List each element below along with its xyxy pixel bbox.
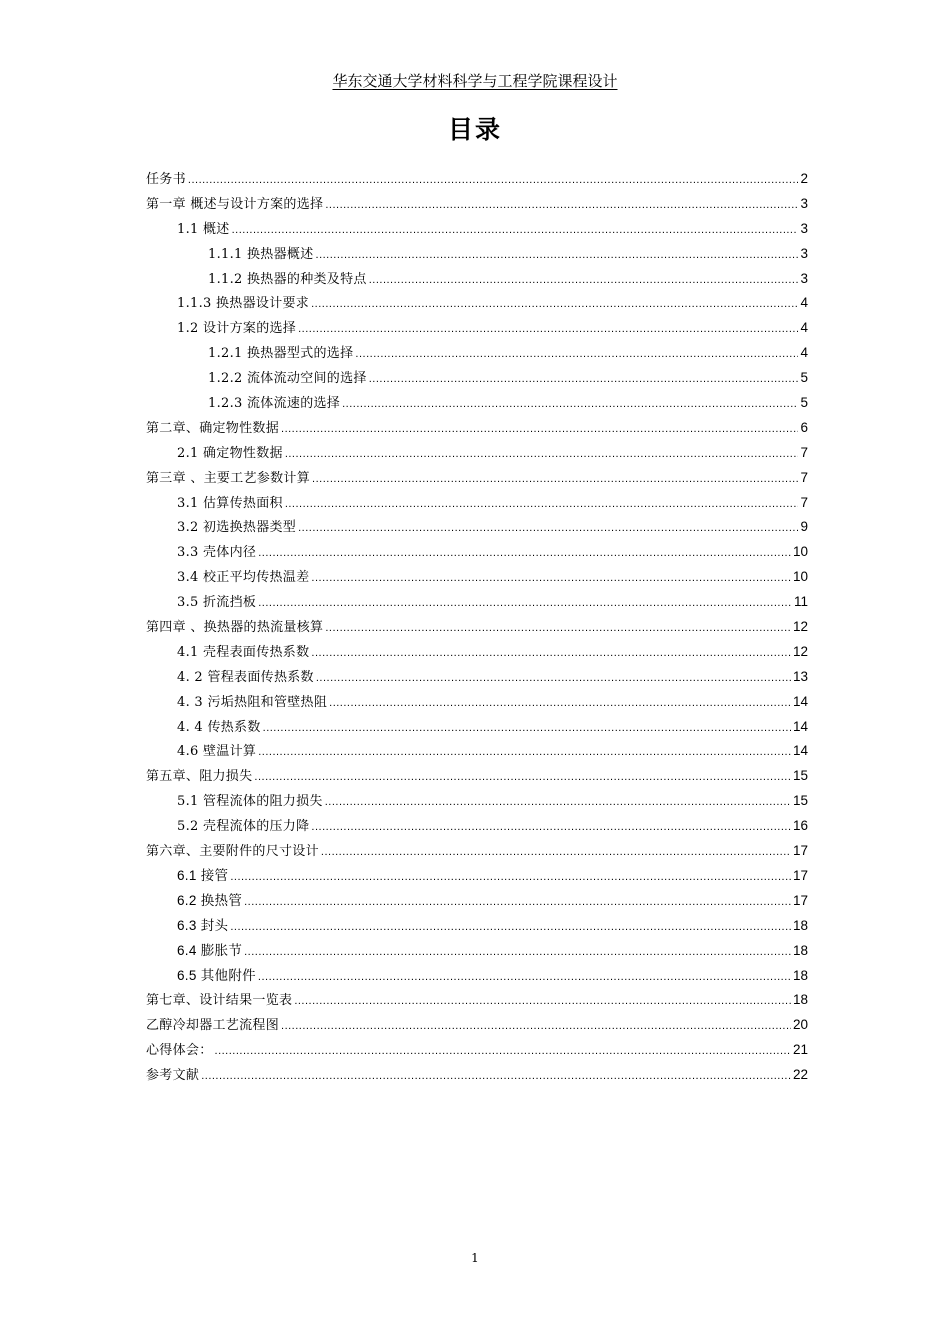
toc-leader-dots (258, 541, 791, 566)
toc-entry-page: 20 (792, 1017, 808, 1033)
toc-entry[interactable] (146, 1038, 808, 1063)
toc-entry-page: 17 (792, 892, 808, 908)
toc-leader-dots (312, 467, 798, 492)
toc-entry[interactable] (146, 391, 808, 416)
toc-leader-dots (254, 765, 791, 790)
toc-leader-dots (321, 840, 791, 865)
toc-entry[interactable] (146, 1063, 808, 1088)
toc-entry-page: 22 (792, 1067, 808, 1083)
toc-entry-label: 1.2.2 流体流动空间的选择 (208, 371, 367, 387)
toc-entry[interactable] (146, 739, 808, 764)
toc-entry[interactable] (146, 839, 808, 864)
toc-leader-dots (263, 716, 791, 741)
toc-leader-dots (355, 342, 798, 367)
toc-leader-dots (311, 566, 791, 591)
toc-leader-dots (285, 492, 799, 517)
toc-leader-dots (258, 965, 791, 990)
toc-entry-label: 5.2 壳程流体的压力降 (177, 819, 310, 835)
toc-entry-page: 15 (792, 768, 808, 784)
toc-entry-page: 21 (792, 1042, 808, 1058)
toc-leader-dots (311, 815, 791, 840)
toc-entry-page: 4 (800, 345, 808, 361)
toc-entry[interactable] (146, 540, 808, 565)
toc-entry-page: 15 (792, 793, 808, 809)
toc-entry-label: 5.1 管程流体的阻力损失 (177, 794, 323, 810)
toc-entry-label: 6.1 接管 (177, 867, 229, 883)
toc-leader-dots (294, 989, 791, 1014)
toc-entry-label: 1.1 概述 (177, 221, 230, 237)
toc-entry-page: 16 (792, 818, 808, 834)
toc-entry[interactable] (146, 341, 808, 366)
toc-entry[interactable] (146, 316, 808, 341)
toc-entry-label: 4.6 壁温计算 (177, 744, 257, 760)
toc-leader-dots (325, 790, 791, 815)
toc-leader-dots (369, 268, 799, 293)
toc-leader-dots (316, 243, 799, 268)
toc-leader-dots (316, 666, 791, 691)
toc-entry-label: 第四章 、换热器的热流量核算 (146, 620, 324, 636)
toc-leader-dots (342, 392, 798, 417)
toc-entry-label: 3.5 折流挡板 (177, 595, 257, 611)
toc-leader-dots (298, 516, 798, 541)
toc-leader-dots (258, 740, 791, 765)
toc-leader-dots (329, 691, 791, 716)
toc-leader-dots (311, 641, 791, 666)
toc-entry-label: 1.2.3 流体流速的选择 (208, 396, 341, 412)
toc-entry[interactable] (146, 814, 808, 839)
toc-entry[interactable] (146, 590, 808, 615)
toc-entry-label: 3.4 校正平均传热温差 (177, 570, 310, 586)
page-header (0, 70, 950, 92)
toc-entry-page: 10 (792, 569, 808, 585)
toc-entry-label: 6.3 封头 (177, 917, 229, 933)
toc-entry-label: 1.1.3 换热器设计要求 (177, 296, 310, 312)
toc-entry-page: 18 (792, 942, 808, 958)
toc-entry-label: 第三章 、主要工艺参数计算 (146, 470, 311, 486)
toc-entry[interactable] (146, 864, 808, 889)
toc-entry-label: 6.2 换热管 (177, 892, 243, 908)
toc-entry-page: 17 (792, 843, 808, 859)
toc-entry[interactable] (146, 466, 808, 491)
page-header-text: 华东交通大学材料科学与工程学院课程设计 (332, 72, 618, 90)
toc-entry[interactable] (146, 889, 808, 914)
toc-entry-page: 2 (800, 171, 808, 186)
toc-entry[interactable] (146, 939, 808, 964)
toc-entry-page: 17 (792, 867, 808, 883)
toc-entry-label: 第六章、主要附件的尺寸设计 (146, 844, 319, 860)
toc-entry[interactable] (146, 192, 808, 217)
toc-entry[interactable] (146, 291, 808, 316)
toc-entry[interactable] (146, 665, 808, 690)
toc-entry-label: 参考文献 (146, 1068, 200, 1084)
toc-leader-dots (244, 940, 791, 965)
toc-leader-dots (281, 417, 798, 442)
toc-leader-dots (325, 616, 791, 641)
toc-entry-page: 4 (800, 320, 808, 336)
toc-entry-page: 3 (800, 220, 808, 236)
toc-entry[interactable] (146, 914, 808, 939)
toc-entry-page: 12 (792, 619, 808, 635)
toc-entry-label: 第一章 概述与设计方案的选择 (146, 196, 324, 212)
toc-leader-dots (201, 1064, 791, 1089)
toc-entry[interactable] (146, 715, 808, 740)
toc-entry[interactable] (146, 515, 808, 540)
toc-entry-label: 任务书 (146, 172, 186, 187)
toc-entry-page: 3 (800, 195, 808, 211)
toc-leader-dots (188, 168, 799, 193)
toc-entry[interactable] (146, 217, 808, 242)
toc-entry-label: 乙醇冷却器工艺流程图 (146, 1018, 280, 1034)
table-of-contents (146, 167, 808, 1088)
toc-entry-label: 4.1 壳程表面传热系数 (177, 644, 310, 660)
toc-entry-label: 4. 4 传热系数 (177, 719, 261, 735)
toc-entry-label: 3.3 壳体内径 (177, 545, 257, 561)
toc-entry-label: 心得体会： (146, 1043, 213, 1059)
toc-entry-page: 6 (800, 419, 808, 435)
toc-entry-label: 第五章、阻力损失 (146, 769, 253, 785)
toc-entry[interactable] (146, 690, 808, 715)
toc-entry-page: 11 (793, 594, 808, 610)
toc-leader-dots (230, 915, 791, 940)
toc-leader-dots (285, 442, 799, 467)
toc-entry-page: 7 (800, 444, 808, 460)
toc-entry[interactable] (146, 441, 808, 466)
toc-entry-label: 3.1 估算传热面积 (177, 495, 283, 511)
toc-entry[interactable] (146, 565, 808, 590)
toc-entry-page: 5 (800, 370, 808, 386)
toc-entry-label: 1.2 设计方案的选择 (177, 321, 297, 337)
toc-entry[interactable] (146, 242, 808, 267)
toc-leader-dots (298, 317, 798, 342)
toc-entry[interactable] (146, 615, 808, 640)
toc-entry-label: 3.2 初选换热器类型 (177, 520, 297, 536)
toc-entry-page: 13 (792, 668, 808, 684)
toc-entry-page: 4 (800, 295, 808, 311)
toc-entry-page: 14 (792, 743, 808, 759)
page-number: 1 (471, 1251, 479, 1265)
toc-entry-page: 12 (792, 643, 808, 659)
toc-entry-label: 第七章、设计结果一览表 (146, 993, 293, 1009)
toc-leader-dots (311, 292, 798, 317)
toc-entry-page: 7 (800, 469, 808, 485)
toc-entry[interactable] (146, 964, 808, 989)
toc-leader-dots (232, 218, 799, 243)
toc-leader-dots (325, 193, 798, 218)
toc-leader-dots (230, 865, 791, 890)
toc-entry-page: 3 (800, 245, 808, 261)
toc-entry-label: 6.4 膨胀节 (177, 942, 243, 958)
toc-entry[interactable] (146, 267, 808, 292)
toc-entry-page: 10 (792, 544, 808, 560)
toc-entry[interactable] (146, 416, 808, 441)
toc-entry[interactable] (146, 640, 808, 665)
toc-entry[interactable] (146, 167, 808, 192)
toc-entry[interactable] (146, 764, 808, 789)
toc-entry[interactable] (146, 789, 808, 814)
toc-entry-page: 14 (792, 718, 808, 734)
toc-entry-page: 18 (792, 967, 808, 983)
toc-entry-page: 18 (792, 917, 808, 933)
toc-leader-dots (215, 1039, 791, 1064)
toc-entry-page: 3 (800, 270, 808, 286)
toc-entry-page: 18 (792, 992, 808, 1008)
toc-leader-dots (244, 890, 791, 915)
toc-leader-dots (369, 367, 799, 392)
toc-entry-page: 9 (800, 519, 808, 535)
page-title: 目录 (447, 115, 502, 144)
toc-entry-label: 4. 3 污垢热阻和管壁热阻 (177, 694, 328, 710)
toc-leader-dots (281, 1014, 791, 1039)
toc-entry-label: 2.1 确定物性数据 (177, 445, 283, 461)
toc-entry-label: 6.5 其他附件 (177, 967, 256, 983)
toc-entry-page: 5 (800, 395, 808, 411)
toc-leader-dots (258, 591, 792, 616)
toc-entry[interactable] (146, 1013, 808, 1038)
toc-entry-label: 1.1.2 换热器的种类及特点 (208, 271, 367, 287)
toc-entry-label: 4. 2 管程表面传热系数 (177, 669, 314, 685)
toc-entry-page: 7 (800, 494, 808, 510)
toc-entry[interactable] (146, 366, 808, 391)
toc-entry-label: 第二章、确定物性数据 (146, 420, 280, 436)
toc-entry[interactable] (146, 988, 808, 1013)
toc-entry-page: 14 (792, 693, 808, 709)
toc-entry[interactable] (146, 491, 808, 516)
toc-entry-label: 1.1.1 换热器概述 (208, 246, 314, 262)
toc-entry-label: 1.2.1 换热器型式的选择 (208, 346, 354, 362)
